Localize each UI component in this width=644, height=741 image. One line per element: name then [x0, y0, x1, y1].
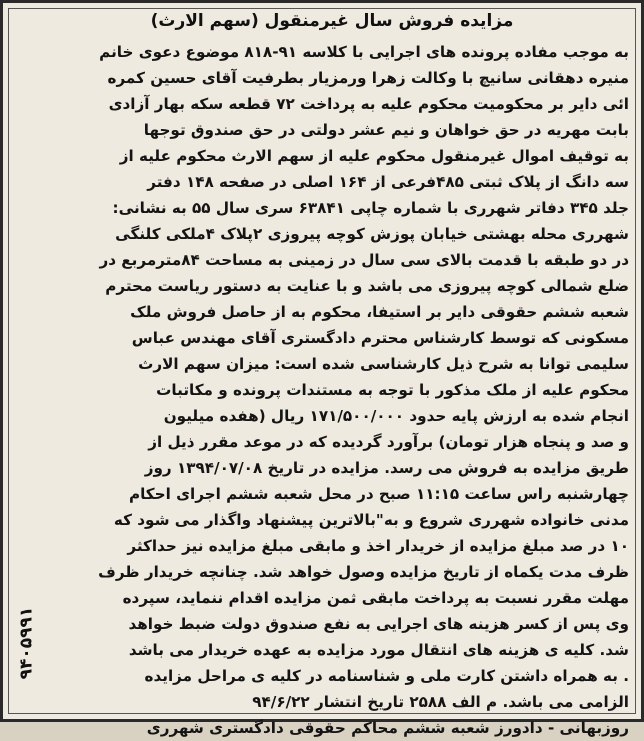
notice-line: بابت مهریه در حق خواهان و نیم عشر دولتی در حق صندوق توجها [143, 121, 629, 139]
notice-line: شد. کلیه ی هزینه های انتقال مورد مزایده به عهده خریدار می باشد [128, 641, 629, 659]
notice-line: مهلت مقرر نسبت به پرداخت مابقی ثمن مزایده اقدام ننماید، سپرده [122, 589, 629, 607]
notice-line: ظرف مدت یکماه از تاریخ مزایده وصول خواهد شد. چنانچه خریدار ظرف [98, 563, 629, 581]
notice-line: مدنی خانواده شهرری شروع و به"بالاترین پیشنهاد واگذار می شود که [113, 511, 629, 529]
notice-line: مسکونی که توسط کارشناس محترم دادگستری آقای مهندس عباس [131, 329, 629, 347]
notice-line: در دو طبقه با قدمت بالای سی سال در زمینی به مساحت ۸۴مترمربع در [99, 251, 629, 269]
notice-body [43, 39, 629, 741]
notice-line: منیره دهقانی سانیچ با وکالت زهرا ورمزیار بطرفیت آقای حسین کمره [107, 69, 629, 87]
notice-line: ائی دایر بر محکومیت محکوم علیه به پرداخت ۷۲ قطعه سکه بهار آزادی [108, 95, 629, 113]
notice-line: شعبه ششم حقوقی دایر بر استیفا، محکوم به از حاصل فروش ملک [130, 303, 629, 321]
notice-line: انجام شده به ارزش پایه حدود ۱۷۱/۵۰۰/۰۰۰ ریال (هفده میلیون [163, 407, 629, 425]
notice-line: طریق مزایده به فروش می رسد. مزایده در تاریخ ۱۳۹۴/۰۷/۰۸ روز [144, 459, 629, 477]
notice-line: ضلع شمالی کوچه پیروزی می باشد و با عنایت به دستور ریاست محترم [105, 277, 629, 295]
ad-code-number [11, 563, 41, 723]
notice-line: چهارشنبه راس ساعت ۱۱:۱۵ صبح در محل شعبه ششم اجرای احکام [128, 485, 629, 503]
notice-line: به موجب مفاده پرونده های اجرایی با کلاسه ۹۱-۸۱۸ موضوع دعوی خانم [99, 43, 629, 61]
ad-code-text: ۹۴۰۵۹۹۱ [16, 606, 37, 680]
notice-line: ۱۰ در صد مبلغ مزایده از خریدار اخذ و مابقی مبلغ مزایده نیز حداکثر [127, 537, 629, 555]
notice-title: مزایده فروش سال غیرمنقول (سهم الارث) [150, 11, 514, 31]
notice-line: وی پس از کسر هزینه های اجرایی به نفع صندوق دولت ضبط خواهد [128, 615, 629, 633]
notice-line: شهرری محله بهشتی خیابان پوزش کوچه پیروزی ۲پلاک ۴ملکی کلنگی [115, 225, 629, 243]
notice-line: محکوم علیه از ملک مذکور با توجه به مستندات پرونده و مکاتبات [156, 381, 629, 399]
notice-line: سلیمی توانا به شرح ذیل کارشناسی شده است: میزان سهم الارث [138, 355, 629, 373]
notice-line: به توقیف اموال غیرمنقول محکوم علیه از سهم الارث محکوم علیه از [119, 147, 629, 165]
notice-line: الزامی می باشد. م الف ۲۵۸۸ تاریخ انتشار ۹۴/۶/۲۲ [252, 693, 629, 711]
notice-line: و صد و پنجاه هزار تومان) برآورد گردیده که در موعد مقرر ذیل از [148, 433, 629, 451]
notice-line: روزبهانی - دادورز شعبه ششم محاکم حقوقی دادگستری شهرری [146, 719, 629, 737]
notice-line: سه دانگ از پلاک ثبتی ۴۸۵فرعی از ۱۶۴ اصلی در صفحه ۱۴۸ دفتر [147, 173, 629, 191]
notice-line: . به همراه داشتن کارت ملی و شناسنامه در کلیه ی مراحل مزایده [144, 667, 629, 685]
notice-line: جلد ۳۴۵ دفاتر شهرری با شماره چاپی ۶۳۸۴۱ سری سال ۵۵ به نشانی: [112, 199, 629, 217]
